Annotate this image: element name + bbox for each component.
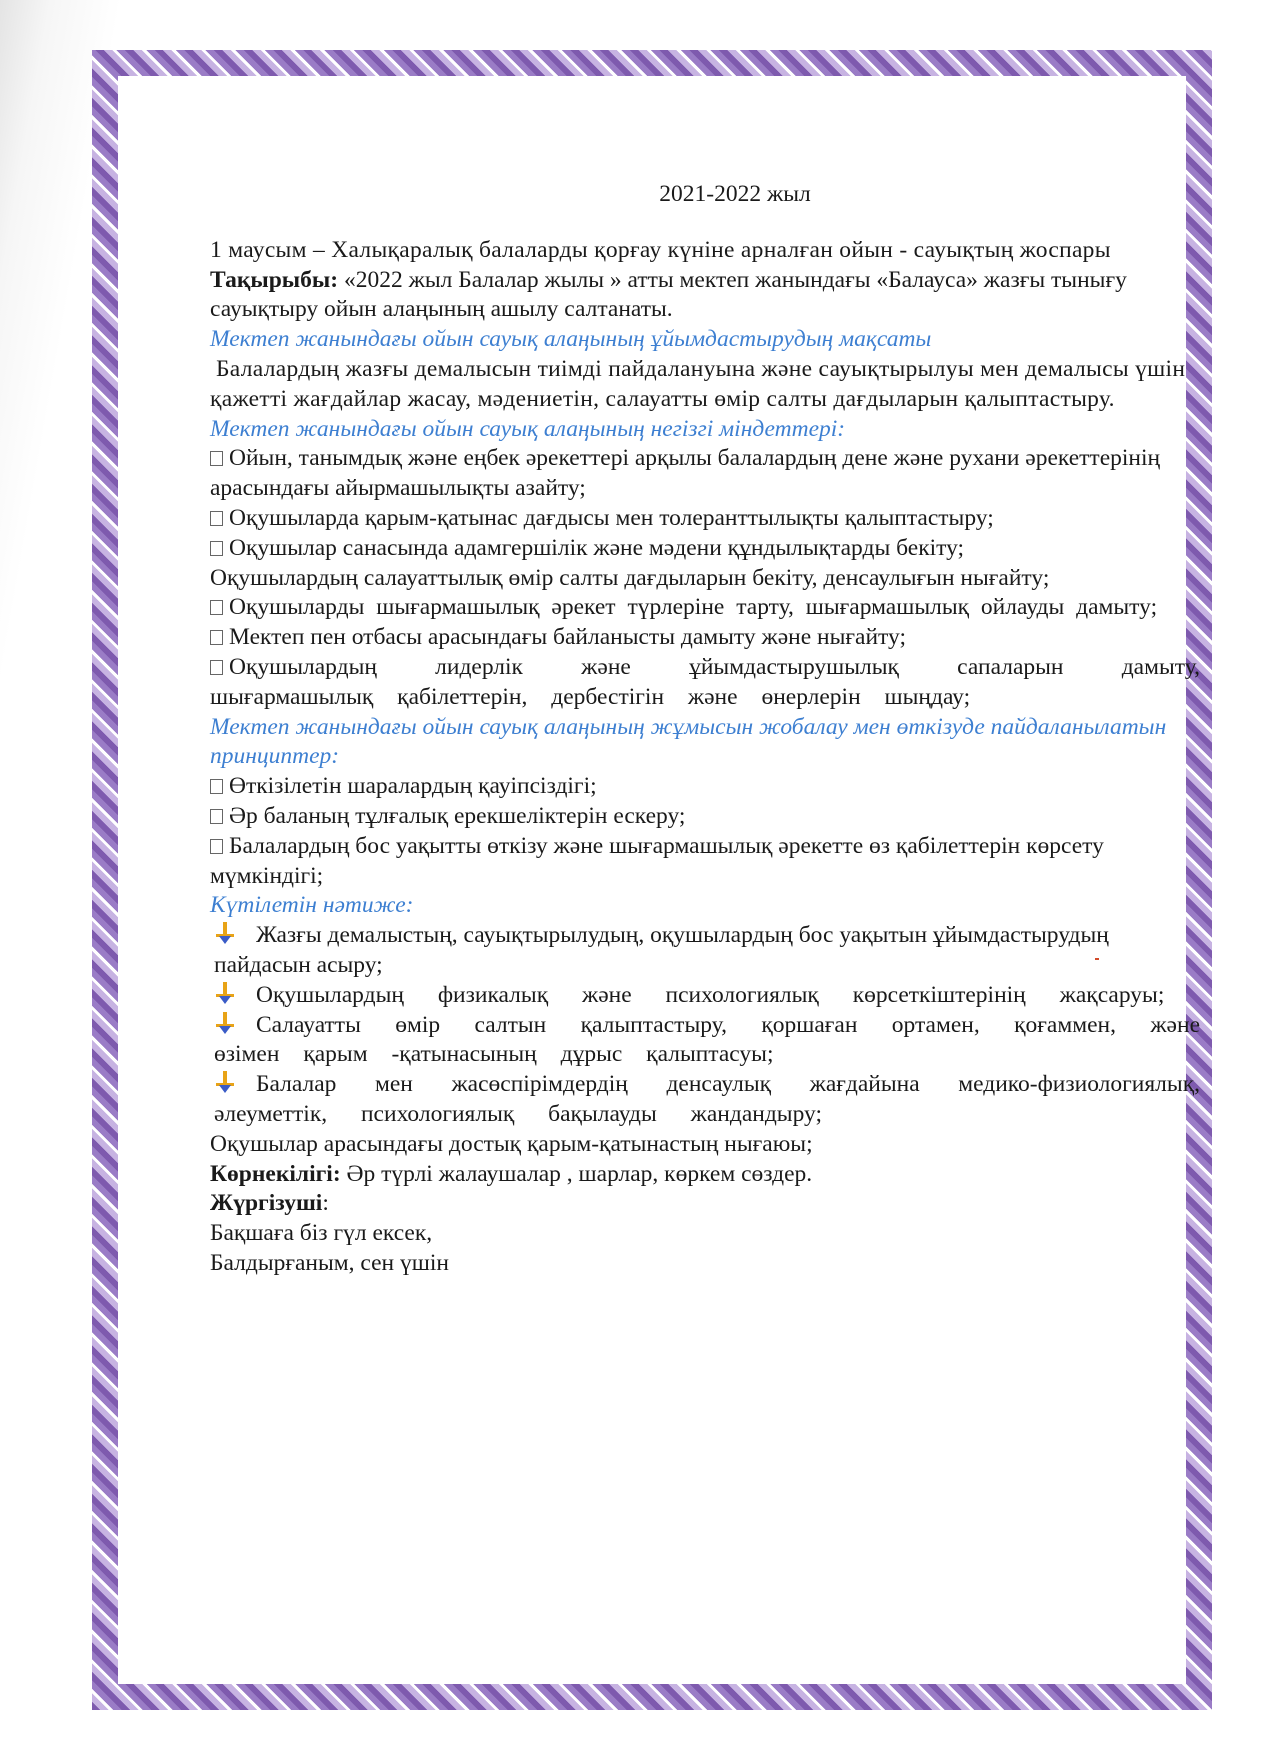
checkbox-icon <box>210 630 223 645</box>
arrow-down-icon <box>214 921 236 945</box>
result-item: Оқушылардың физикалық және психологиялық көрсеткіштерінің жақсаруы; <box>210 981 1200 1011</box>
checkbox-icon <box>210 809 223 824</box>
topic-text: «2022 жыл Балалар жылы » атты мектеп жанындағы «Балауса» жазғы тынығу сауықтыру ойын алаңының ашылу салтанаты. <box>210 266 1127 323</box>
principles-heading: Мектеп жанындағы ойын сауық алаңының жұмысын жобалау мен өткізуде пайдаланылатын принциптер: <box>210 713 1167 770</box>
scan-speck <box>1095 958 1099 960</box>
task-item: Оқушыларды шығармашылық әрекет түрлеріне тарту, шығармашылық ойлауды дамыту; <box>210 593 1200 623</box>
goal-heading: Мектеп жанындағы ойын сауық алаңының ұйымдастырудың мақсаты <box>210 326 932 353</box>
task-item: Оқушылардың лидерлік және ұйымдастырушылық сапаларын дамыту, шығармашылық қабілеттерін, дербестігін және өнерлерін шыңдау; <box>210 653 1200 710</box>
host-paragraph: Жүргізуші: <box>210 1190 329 1217</box>
task-item: Оқушылар санасында адамгершілік және мәдени құндылықтарды бекіту; <box>210 534 1200 564</box>
goal-text: Балалардың жазғы демалысын тиімді пайдалануына және сауықтырылуы мен демалысы үшін қажетті жағдайлар жасау, мәдениетін, салауатты өмір салты дағдыларын қалыптастыру. <box>210 355 1186 412</box>
poem-line: Бақшаға біз гүл ексек, <box>210 1220 433 1247</box>
host-label: Жүргізуші <box>210 1190 323 1217</box>
results-heading: Күтілетін нәтиже: <box>210 892 414 919</box>
checkbox-icon <box>210 660 223 675</box>
checkbox-icon <box>210 511 223 526</box>
result-extra-line: Оқушылар арасындағы достық қарым-қатынастың нығаюы; <box>210 1130 813 1157</box>
checkbox-icon <box>210 451 223 466</box>
checkbox-icon <box>210 541 223 556</box>
task-item: Мектеп пен отбасы арасындағы байланысты дамыту және нығайту; <box>210 623 1200 653</box>
plan-title: 1 маусым – Халықаралық балаларды қорғау күніне арналған ойын - сауықтың жоспары <box>210 236 1111 263</box>
principle-item: Балалардың бос уақытты өткізу және шығармашылық әрекетте өз қабілеттерін көрсету мүмкіндігі; <box>210 832 1104 889</box>
visuals-label: Көрнекілігі: <box>210 1160 341 1187</box>
task-item: Ойын, танымдық және еңбек әрекеттері арқылы балалардың дене және рухани әрекеттерінің арасындағы айырмашылықты азайту; <box>210 445 1161 502</box>
arrow-down-icon <box>214 981 236 1005</box>
task-item: Оқушыларда қарым-қатынас дағдысы мен толеранттылықты қалыптастыру; <box>210 504 1200 534</box>
visuals-text: Әр түрлі жалаушалар , шарлар, көркем сөздер. <box>346 1160 813 1187</box>
checkbox-icon <box>210 839 223 854</box>
arrow-down-icon <box>214 1011 236 1035</box>
topic-paragraph <box>210 266 1200 326</box>
principle-item: Өткізілетін шаралардың қауіпсіздігі; <box>210 772 1200 802</box>
checkbox-icon <box>210 600 223 615</box>
arrow-down-icon <box>214 1070 236 1094</box>
result-item: Салауатты өмір салтын қалыптастыру, қоршаған ортамен, қоғаммен, және өзімен қарым -қатынасының дұрыс қалыптасуы; <box>214 1011 1200 1068</box>
tasks-heading: Мектеп жанындағы ойын сауық алаңының негізгі міндеттері: <box>210 415 846 442</box>
visuals-paragraph <box>210 1160 1200 1190</box>
document-body <box>210 180 1200 1279</box>
principle-item: Әр баланың тұлғалық ерекшеліктерін ескеру; <box>210 802 1200 832</box>
topic-label: Тақырыбы: <box>210 266 339 293</box>
result-item: Балалар мен жасөспірімдердің денсаулық жағдайына медико-физиологиялық, әлеуметтік, психологиялық бақылауды жандандыру; <box>214 1071 1200 1127</box>
checkbox-icon <box>210 779 223 794</box>
poem-line: Балдырғаным, сен үшін <box>210 1249 449 1276</box>
page-title: 2021-2022 жыл <box>659 181 811 207</box>
task-extra-line: Оқушылардың салауаттылық өмір салты дағдыларын бекіту, денсаулығын нығайту; <box>210 564 1050 591</box>
result-item: Жазғы демалыстың, сауықтырылудың, оқушылардың бос уақытын ұйымдастырудың пайдасын асыру; <box>214 922 1109 978</box>
